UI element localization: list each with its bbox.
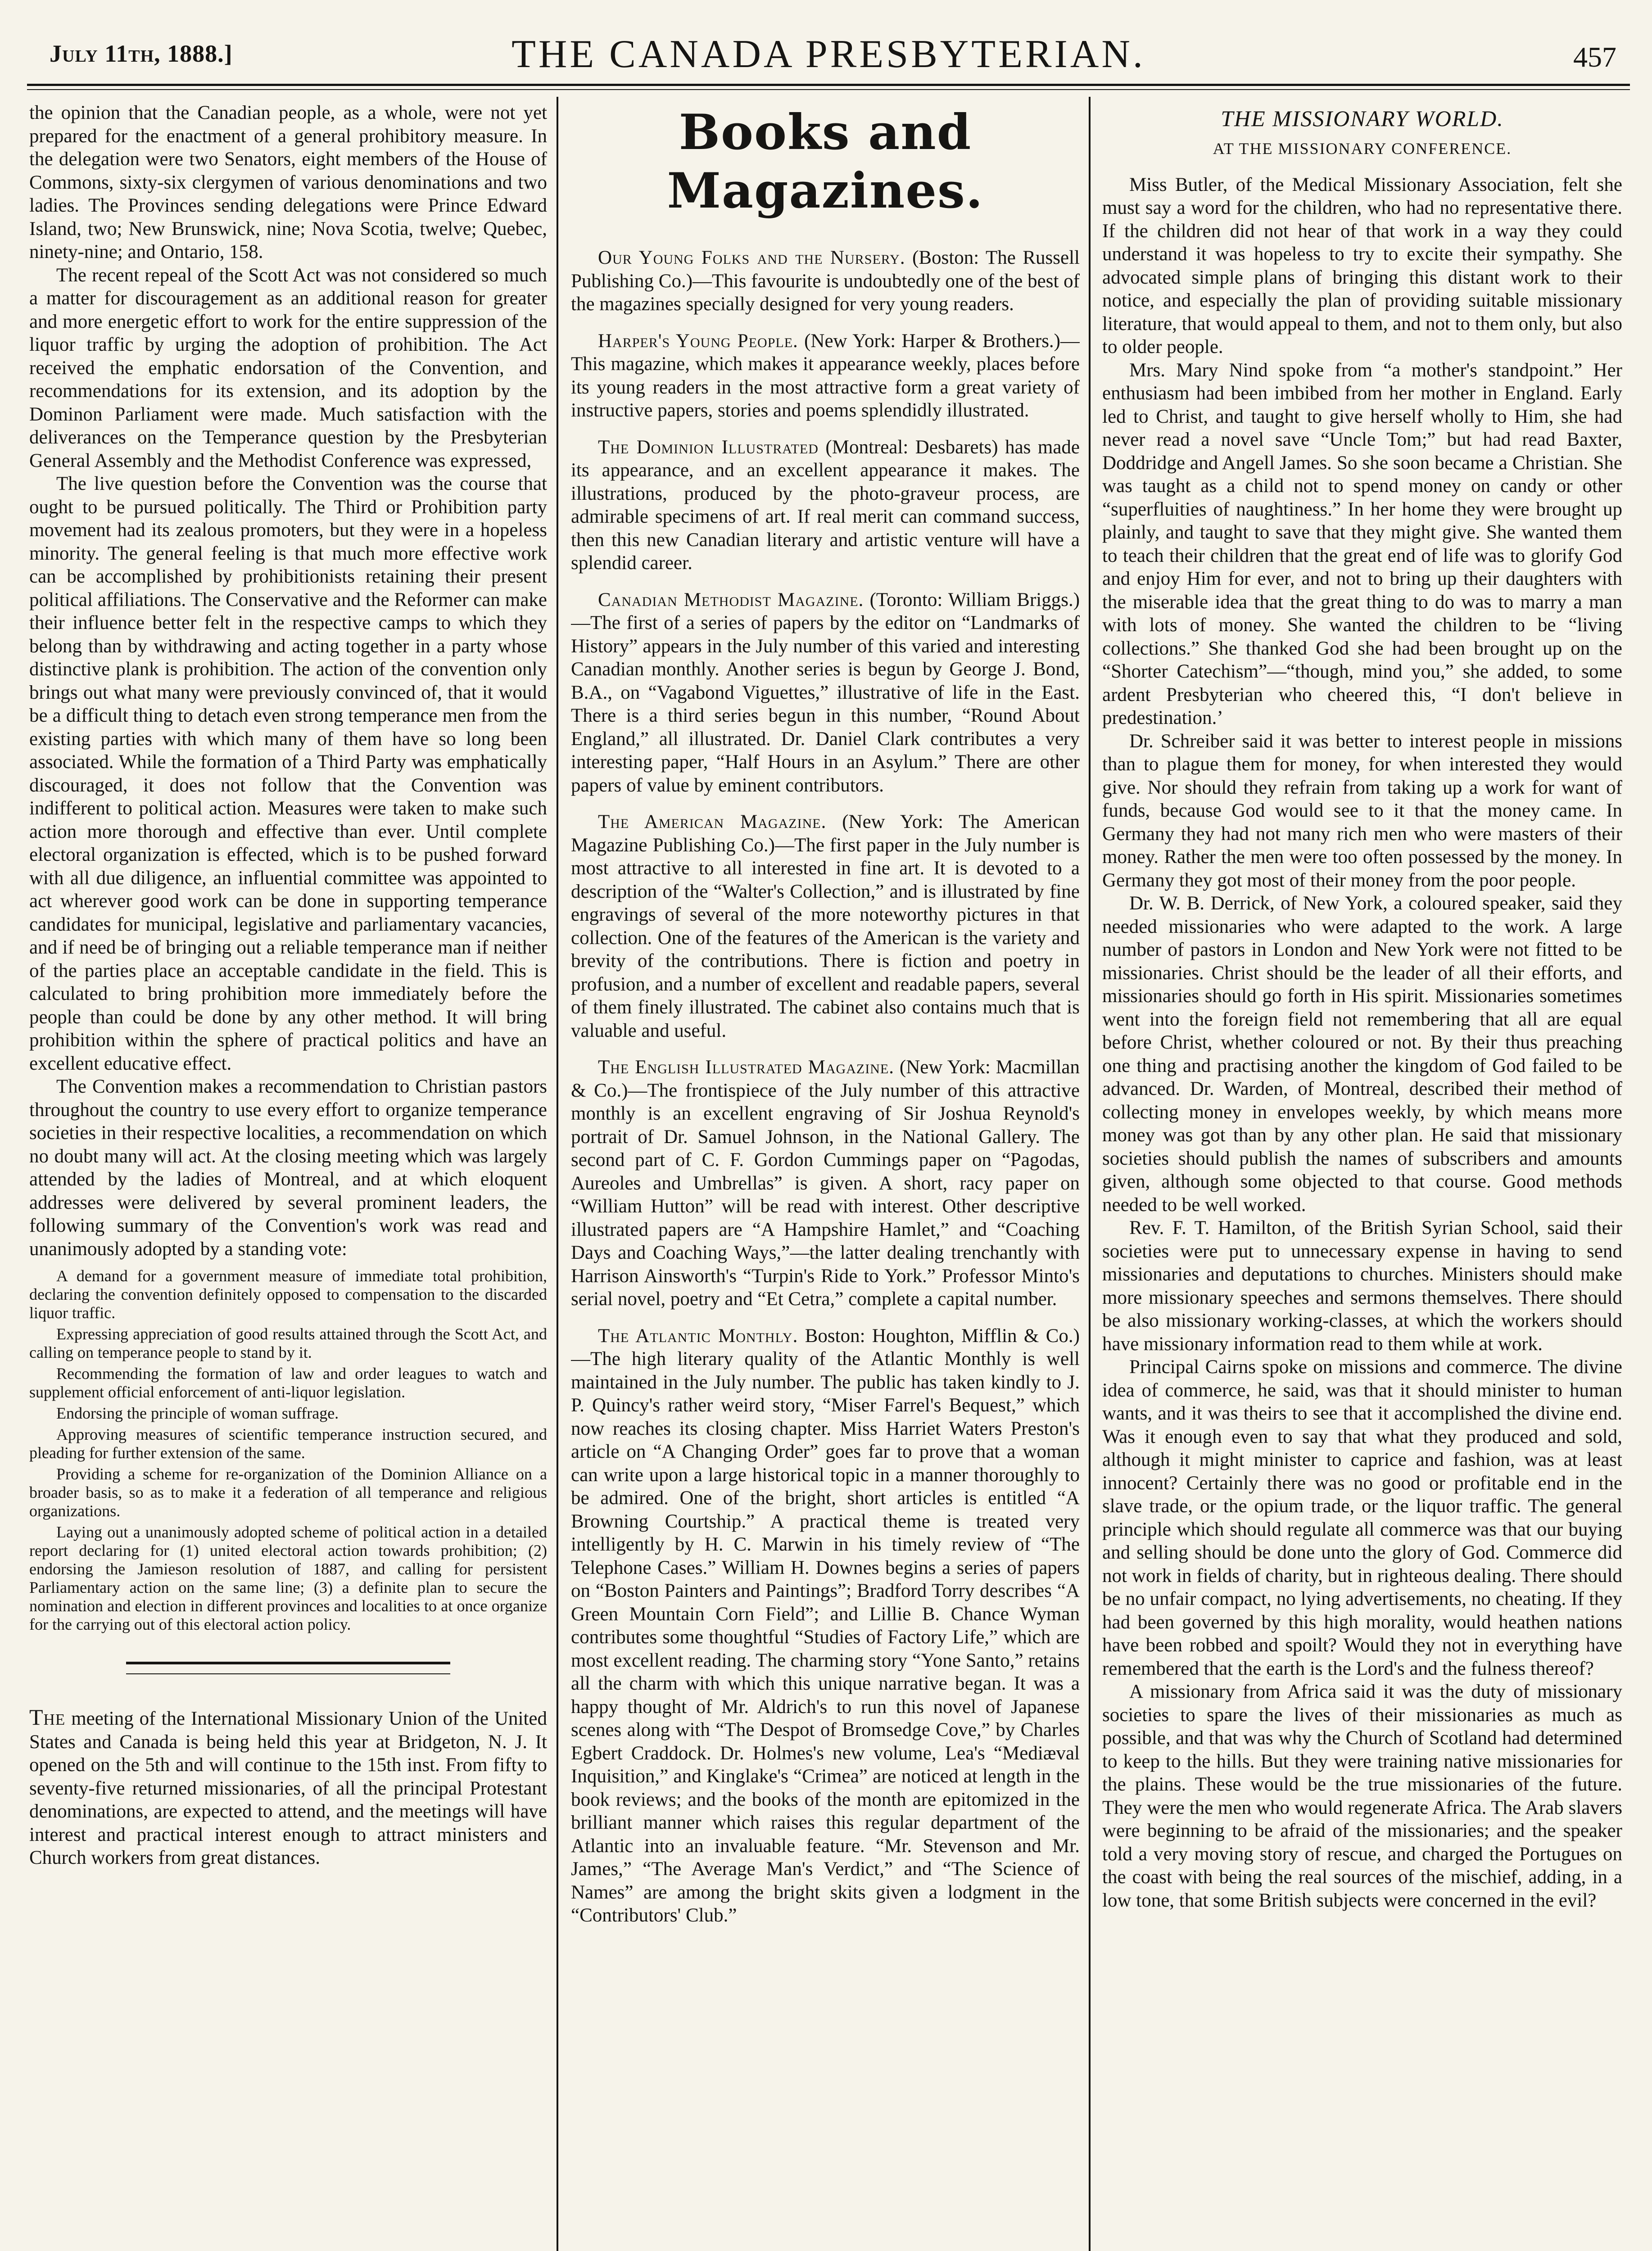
header-rule-thick bbox=[27, 84, 1630, 86]
newspaper-title: THE CANADA PRESBYTERIAN. bbox=[511, 32, 1145, 76]
review-entry bbox=[571, 1056, 1080, 1311]
missionary-union-paragraph bbox=[29, 1706, 547, 1870]
section-title: THE MISSIONARY WORLD. bbox=[1221, 106, 1504, 131]
resolution-item: Recommending the formation of law and order leagues to watch and supplement official enforcement of anti-liquor legislation. bbox=[29, 1365, 547, 1401]
resolution-item: Approving measures of scientific temperance instruction secured, and pleading for further extension of the same. bbox=[29, 1425, 547, 1462]
column-temperance bbox=[29, 101, 547, 2251]
article-paragraph: Principal Cairns spoke on missions and commerce. The divine idea of commerce, he said, was that it should minister to human wants, and it was theirs to see that it accomplished the divine end. Was it enough even to say that what they produced and sold, although it might minister to caprice and fashion, was at least innocent? Certainly there was no good or profitable end in the slave trade, or the opium trade, or the liquor traffic. The general principle which should regulate all commerce was that our buying and selling should be done unto the glory of God. Commerce did not work in fields of charity, but in righteous dealing. There should be no unfair compact, no lying advertisements, no cheating. If they had been governed by this high morality, would heathen nations have been robbed and spoilt? Would they not in everything have remembered that the earth is the Lord's and the fulness thereof? bbox=[1102, 1356, 1622, 1679]
article-paragraph: Dr. Schreiber said it was better to interest people in missions than to plague them for money, for when interested they would give. Nor should they refrain from taking up a work for want of funds, because God would see to it that the money came. In Germany they had not many rich men who were masters of their money. Rather the men were too often possessed by the money. In Germany they got most of their money from the poor people. bbox=[1102, 730, 1622, 891]
column-divider-1 bbox=[557, 97, 558, 2251]
paragraph-text: meeting of the International Missionary Union of the United States and Canada is being held this year at Bridgeton, N. J. It opened on the 5th and will continue to the 15th inst. From fifty to seventy-five returned missionaries, of all the principal Protestant denominations, are expected to attend, and the meetings will have interest and practical interest enough to attract ministers and Church workers from great distances. bbox=[29, 1708, 547, 1868]
article-paragraph: The recent repeal of the Scott Act was not considered so much a matter for discouragement as an additional reason for greater and more energetic effort to work for the entire suppression of the liquor traffic by urging the adoption of prohibition. The Act received the emphatic endorsation of the Convention, and recommendations for its extension, and its adoption by the Dominon Parliament were made. Much satisfaction with the deliverances on the Temperance question by the Presbyterian General Assembly and the Methodist Conference was expressed, bbox=[29, 264, 547, 471]
header-rule-thin bbox=[27, 89, 1630, 90]
publication-name: Harper's Young People. bbox=[598, 330, 798, 352]
review-text: (Montreal: Desbarets) has made its appearance, and an excellent appearance it makes. The illustrations, produced by the photo-graveur process, are admirable specimens of art. If real merit can command success, then this new Canadian literary and artistic venture will have a splendid career. bbox=[571, 436, 1080, 574]
publication-name: The English Illustrated Magazine. bbox=[598, 1057, 894, 1078]
resolution-item: A demand for a government measure of immediate total prohibition, declaring the convention definitely opposed to compensation to the discarded liquor traffic. bbox=[29, 1267, 547, 1322]
review-entry bbox=[571, 436, 1080, 575]
review-text: (New York: Harper & Brothers.)—This magazine, which makes it appearance weekly, places before its young readers in the most attractive form a great variety of instructive papers, stories and poems splendidly illustrated. bbox=[571, 330, 1080, 421]
publication-name: Canadian Methodist Magazine. bbox=[598, 589, 864, 610]
section-divider bbox=[126, 1662, 450, 1674]
resolution-item: Providing a scheme for re-organization of the Dominion Alliance on a broader basis, so as to make it a federation of all temperance and religious organizations. bbox=[29, 1465, 547, 1520]
publication-name: The Atlantic Monthly. bbox=[598, 1325, 798, 1347]
section-subtitle: AT THE MISSIONARY CONFERENCE. bbox=[1213, 140, 1512, 158]
review-entry bbox=[571, 810, 1080, 1042]
column-divider-2 bbox=[1089, 97, 1091, 2251]
article-paragraph: the opinion that the Canadian people, as a whole, were not yet prepared for the enactment of a general prohibitory measure. In the delegation were two Senators, eight members of the House of Commons, sixty-six clergymen of various denominations and two ladies. The Provinces sending delegations were Prince Edward Island, two; New Brunswick, nine; Nova Scotia, twelve; Quebec, ninety-nine; and Ontario, 158. bbox=[29, 102, 547, 262]
section-title: Books and Magazines. bbox=[667, 104, 984, 219]
article-paragraph: Miss Butler, of the Medical Missionary Association, felt she must say a word for the children, who had no representative there. If the children did not hear of that work in a way they could understand it was hopeless to try to excite their sympathy. She advocated simple plans of bringing this distant work to their notice, and especially the plan of providing suitable missionary literature, that would appeal to them, and not to them only, but also to older people. bbox=[1102, 174, 1622, 357]
article-paragraph: Rev. F. T. Hamilton, of the British Syrian School, said their societies were put to unnecessary expense in having to send missionaries and deputations to churches. Ministers should make more missionary speeches and sermons themselves. There should be also missionary working-classes, at which the workers should have missionary information read to them while at work. bbox=[1102, 1217, 1622, 1355]
resolution-item: Endorsing the principle of woman suffrage. bbox=[56, 1404, 339, 1422]
article-paragraph: A missionary from Africa said it was the duty of missionary societies to spare the lives of their missionaries as much as possible, and that was why the Church of Scotland had determined to keep to the hills. But they were training native missionaries for the plains. These would be the true missionaries of the future. They were the men who would regenerate Africa. The Arab slavers were beginning to be afraid of the missionaries; and the speaker told a very moving story of rescue, and charged the Portugues on the coast with being the real sources of the mischief, adding, in a low tone, that some British subjects were concerned in the evil? bbox=[1102, 1681, 1622, 1911]
review-entry bbox=[571, 330, 1080, 422]
review-text: (Toronto: William Briggs.)—The first of a series of papers by the editor on “Landmarks of History” appears in the July number of this varied and interesting Canadian monthly. Another series is begun by George J. Bond, B.A., on “Vagabond Viguettes,” illustrative of life in the East. There is a third series begun in this number, “Round About England,” all illustrated. Dr. Daniel Clark contributes a very interesting paper, “Half Hours in an Asylum.” There are other papers of value by eminent contributors. bbox=[571, 589, 1080, 796]
issue-date: July 11th, 1888.] bbox=[50, 40, 233, 67]
review-text: (Boston: The Russell Publishing Co.)—This favourite is undoubtedly one of the best of the magazines specially designed for very young readers. bbox=[571, 247, 1080, 315]
publication-name: The American Magazine. bbox=[598, 811, 827, 832]
resolution-item: Expressing appreciation of good results attained through the Scott Act, and calling on temperance people to stand by it. bbox=[29, 1325, 547, 1361]
article-paragraph: Dr. W. B. Derrick, of New York, a coloured speaker, said they needed missionaries who were adapted to the work. A large number of pastors in London and New York were not fitted to be missionaries. Christ should be the leader of all their efforts, and missionaries should go forth in His spirit. Missionaries sometimes went into the foreign field not remembering that all are equal before Christ, whether coloured or not. By their thus preaching one thing and practising another the kingdom of God failed to be advanced. Dr. Warden, of Montreal, described their method of collecting money in envelopes weekly, by which means more money was got than by any other plan. He said that missionary societies should publish the names of subscribers and amounts given, although some objected to that course. Good methods needed to be well worked. bbox=[1102, 893, 1622, 1216]
lead-word: The bbox=[29, 1704, 66, 1730]
review-entry bbox=[571, 588, 1080, 797]
publication-name: Our Young Folks and the Nursery. bbox=[598, 247, 905, 268]
review-text: Boston: Houghton, Mifflin & Co.)—The high literary quality of the Atlantic Monthly is well maintained in the July number. The public has taken kindly to J. P. Quincy's rather weird story, “Miser Farrel's Bequest,” which now reaches its closing chapter. Miss Harriet Waters Preston's article on “A Changing Order” goes far to prove that a woman can write upon a large historical topic in a manner thoroughly to be admired. One of the bright, short articles is entitled “A Browning Courtship.” A practical theme is treated very intelligently by H. C. Marwin in his timely review of “The Telephone Cases.” William H. Downes begins a series of papers on “Boston Painters and Paintings”; Bradford Torry describes “A Green Mountain Corn Field”; and Lillie B. Chance Wyman contributes some thoughtful “Studies of Factory Life,” which are most excellent reading. The charming story “Yone Santo,” retains all the charm with which this unique narrative began. It was a happy thought of Mr. Aldrich's to run this novel of Japanese scenes along with “The Despot of Bromsedge Cove,” by Charles Egbert Craddock. Dr. Holmes's new volume, Lea's “Mediæval Inquisition,” and Kinglake's “Crimea” are noticed at length in the book reviews; and the books of the month are epitomized in the brilliant manner which raises this regular department of the Atlantic into an invaluable feature. “Mr. Stevenson and Mr. James,” “The Average Man's Verdict,” and “The Science of Names” are among the bright skits given a lodgment in the “Contributors' Club.” bbox=[571, 1325, 1080, 1926]
page-number: 457 bbox=[1573, 41, 1616, 73]
column-books-magazines bbox=[571, 101, 1080, 2251]
resolution-item: Laying out a unanimously adopted scheme of political action in a detailed report declaring for (1) united electoral action towards prohibition; (2) endorsing the Jamieson resolution of 1887, and calling for persistent Parliamentary action on the same line; (3) a definite plan to secure the nomination and election in different provinces and localities to at once organize for the carrying out of this electoral action policy. bbox=[29, 1523, 547, 1633]
review-entry bbox=[571, 1324, 1080, 1927]
review-text: (New York: Macmillan & Co.)—The frontispiece of the July number of this attractive monthly is an excellent engraving of Sir Joshua Reynold's portrait of Dr. Samuel Johnson, in the National Gallery. The second part of C. F. Gordon Cummings paper on “Pagodas, Aureoles and Umbrellas” is given. A short, racy paper on “William Hutton” will be read with interest. Other descriptive illustrated papers are “A Hampshire Hamlet,” and “Coaching Days and Coaching Ways,”—the latter dealing trenchantly with Harrison Ainsworth's “Turpin's Ride to York.” Professor Minto's serial novel, poetry and “Et Cetra,” complete a capital number. bbox=[571, 1057, 1080, 1310]
review-entry bbox=[571, 246, 1080, 316]
article-paragraph: The live question before the Convention was the course that ought to be pursued politically. The Third or Prohibition party movement had its zealous promoters, but they were in a hopeless minority. The general feeling is that much more effective work can be accomplished by prohibitionists retaining their present political affiliations. The Conservative and the Reformer can make their influence better felt in the respective camps to which they belong than by withdrawing and acting together in a party whose distinctive plank is prohibition. The action of the convention only brings out what many were previously convinced of, that it would be a difficult thing to detach even strong temperance men from the existing parties with which many of them have so long been associated. While the formation of a Third Party was emphatically discouraged, it does not follow that the Convention was indifferent to political action. Measures were taken to make such action more thorough and effective than ever. Until complete electoral organization is effected, which is to be pushed forward with all due diligence, an influential committee was appointed to act wherever good work can be done in supporting temperance candidates for municipal, legislative and parliamentary vacancies, and if need be of bringing out a reliable temperance man if neither of the parties place an acceptable candidate in the field. This is calculated to bring prohibition more immediately before the people than could be done by any other method. It will bring prohibition within the sphere of practical politics and have an excellent educative effect. bbox=[29, 473, 547, 1074]
masthead bbox=[27, 32, 1630, 81]
column-missionary-world bbox=[1102, 101, 1622, 2251]
review-text: (New York: The American Magazine Publishing Co.)—The first paper in the July number is most attractive to all interested in fine art. It is devoted to a description of the “Walter's Collection,” and is illustrated by fine engravings of several of the more noteworthy pictures in that collection. One of the features of the American is the variety and brevity of the contributions. There is fiction and poetry in profusion, and a number of excellent and readable papers, several of them finely illustrated. The cabinet also contains much that is valuable and useful. bbox=[571, 811, 1080, 1041]
publication-name: The Dominion Illustrated bbox=[598, 436, 819, 458]
article-paragraph: Mrs. Mary Nind spoke from “a mother's standpoint.” Her enthusiasm had been imbibed from her mother in England. Early led to Christ, and taught to give herself wholly to Him, she had never read a novel save “Uncle Tom;” but had read Baxter, Doddridge and Angell James. So she soon became a Christian. She was taught as a child not to spend money on candy or other “superfluities of naughtiness.” In her home they were brought up plainly, and taught to save that they might give. She wanted them to teach their children that the great end of life was to glorify God and enjoy Him for ever, and not to bring up their daughters with the miserable idea that the great thing to do was to marry a man with lots of money. She wanted the children to be “living collections.” She thanked God she had been brought up on the “Shorter Catechism”—“though, mind you,” she added, to some ardent Presbyterian who cheered this, “I don't believe in predestination.’ bbox=[1102, 359, 1622, 728]
article-paragraph: The Convention makes a recommendation to Christian pastors throughout the country to use every effort to organize temperance societies in their respective localities, a recommendation on which no doubt many will act. At the closing meeting which was largely attended by the ladies of Montreal, and at which eloquent addresses were delivered by several prominent leaders, the following summary of the Convention's work was read and unanimously adopted by a standing vote: bbox=[29, 1076, 547, 1260]
